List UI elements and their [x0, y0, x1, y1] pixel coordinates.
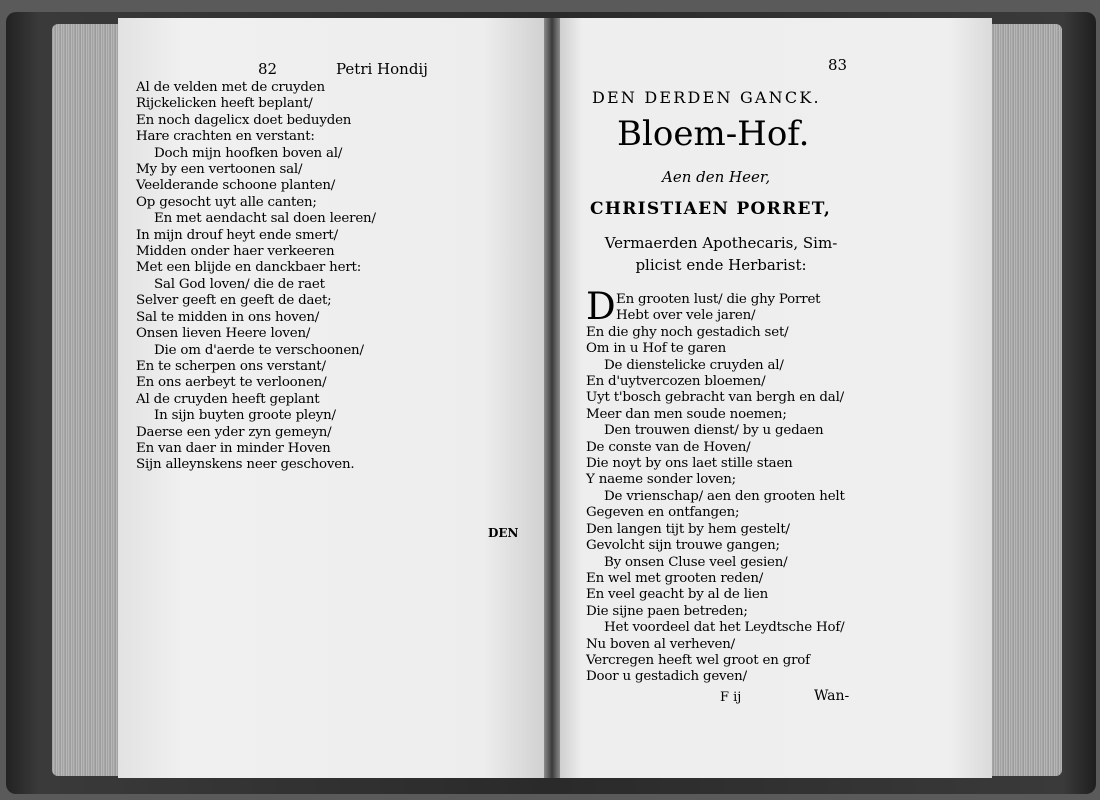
right-poem-line: Uyt t'bosch gebracht van bergh en dal/: [586, 390, 844, 406]
left-poem-line: Al de velden met de cruyden: [136, 80, 325, 95]
left-poem-line: Al de cruyden heeft geplant: [136, 391, 320, 407]
left-page-number: 82: [258, 60, 278, 78]
left-poem-line: Selver geeft en geeft de daet;: [136, 293, 332, 309]
left-poem-line: In mijn drouf heyt ende smert/: [136, 227, 338, 243]
left-poem-line: Doch mijn hoofken boven al/: [154, 145, 343, 161]
right-catchword: Wan-: [814, 688, 850, 704]
right-poem-line: En die ghy noch gestadich set/: [586, 324, 789, 340]
dedicatee-desc-line-2: plicist ende Herbarist:: [635, 256, 807, 274]
right-poem-line: De conste van de Hoven/: [586, 439, 751, 455]
right-poem-line: Nu boven al verheven/: [586, 636, 735, 652]
left-poem-line: Die om d'aerde te verschoonen/: [154, 342, 364, 358]
chapter-title: Bloem-Hof.: [617, 114, 810, 154]
left-poem-line: Veelderande schoone planten/: [136, 178, 336, 194]
right-poem-line: En d'uytvercozen bloemen/: [586, 374, 766, 390]
right-poem-line: En grooten lust/ die ghy Porret: [616, 292, 821, 307]
right-poem-line: En veel geacht by al de lien: [586, 587, 769, 603]
left-poem-line: En te scherpen ons verstant/: [136, 358, 326, 374]
right-poem-line: Door u gestadich geven/: [586, 669, 747, 685]
dedicatee-description: [590, 232, 852, 276]
left-poem-line: Rijckelicken heeft beplant/: [136, 96, 313, 112]
right-poem-line: De vrienschap/ aen den grooten helt: [604, 488, 845, 504]
drop-cap: D: [586, 285, 616, 328]
right-poem-line: Den trouwen dienst/ by u gedaen: [604, 423, 824, 439]
right-poem-text: [586, 285, 845, 686]
right-poem-line: Gegeven en ontfangen;: [586, 505, 740, 521]
dedicatee-name: CHRISTIAEN PORRET,: [590, 199, 832, 219]
right-poem-line: De dienstelicke cruyden al/: [604, 357, 784, 373]
left-poem-line: En met aendacht sal doen leeren/: [154, 211, 376, 227]
left-poem-line: My by een vertoonen sal/: [136, 162, 303, 178]
right-poem-line: Die sijne paen betreden;: [586, 603, 748, 619]
right-poem-line: En wel met grooten reden/: [586, 570, 764, 586]
right-poem-line: Meer dan men soude noemen;: [586, 406, 787, 422]
right-poem-line: Het voordeel dat het Leydtsche Hof/: [604, 620, 845, 636]
right-page-edges: [990, 24, 1062, 776]
dedicatee-desc-line-1: Vermaerden Apothecaris, Sim-: [604, 234, 838, 252]
left-poem-line: Hare crachten en verstant:: [136, 129, 315, 145]
left-catchword: DEN: [488, 526, 519, 540]
left-poem-line: Daerse een yder zyn gemeyn/: [136, 424, 332, 440]
left-poem-line: Sal te midden in ons hoven/: [136, 309, 320, 325]
right-poem-line: Om in u Hof te garen: [586, 341, 726, 357]
left-poem-line: Sijn alleynskens neer geschoven.: [136, 457, 355, 473]
left-page-edges: [52, 24, 122, 776]
right-poem-line: Gevolcht sijn trouwe gangen;: [586, 538, 780, 554]
left-poem-line: In sijn buyten groote pleyn/: [154, 408, 336, 424]
right-poem-line: Y naeme sonder loven;: [586, 472, 736, 488]
left-poem-line: Met een blijde en danckbaer hert:: [136, 260, 362, 276]
right-page-number: 83: [828, 56, 848, 74]
section-heading: DEN DERDEN GANCK.: [592, 88, 821, 107]
book-gutter: [544, 18, 560, 778]
left-running-head: Petri Hondij: [336, 60, 428, 78]
left-poem-text: [136, 80, 376, 474]
right-poem-line: Hebt over vele jaren/: [616, 308, 756, 324]
right-poem-line: Vercregen heeft wel groot en grof: [586, 652, 810, 668]
left-poem-line: En ons aerbeyt te verloonen/: [136, 375, 327, 391]
right-poem-line: Den langen tijt by hem gestelt/: [586, 521, 790, 537]
left-poem-line: En noch dagelicx doet beduyden: [136, 112, 352, 128]
left-poem-line: En van daer in minder Hoven: [136, 440, 331, 456]
left-poem-line: Op gesocht uyt alle canten;: [136, 194, 317, 210]
right-poem-line: Die noyt by ons laet stille staen: [586, 456, 793, 472]
left-poem-line: Sal God loven/ die de raet: [154, 276, 325, 292]
dedication-intro: Aen den Heer,: [662, 168, 771, 186]
left-poem-line: Onsen lieven Heere loven/: [136, 326, 311, 342]
signature-mark: F ij: [720, 690, 742, 705]
left-poem-line: Midden onder haer verkeeren: [136, 244, 335, 260]
right-poem-line: By onsen Cluse veel gesien/: [604, 554, 788, 570]
